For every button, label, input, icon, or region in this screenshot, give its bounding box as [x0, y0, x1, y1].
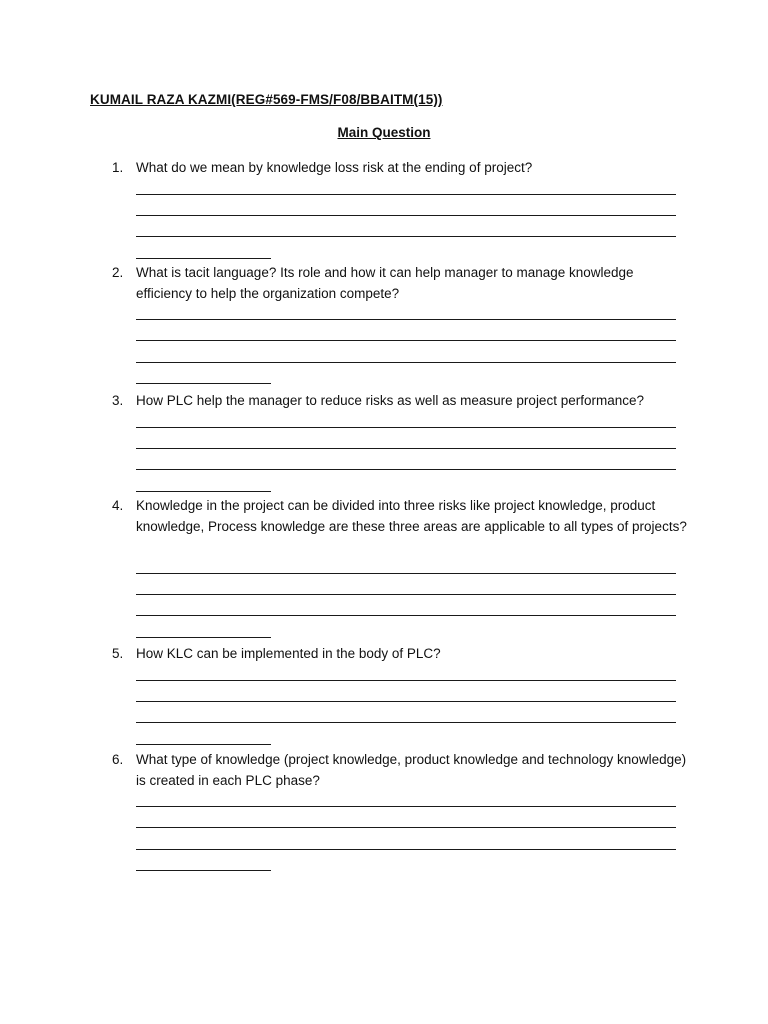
answer-line	[136, 615, 676, 616]
answer-line	[136, 827, 676, 828]
answer-line-short	[136, 870, 271, 871]
answer-line-short	[136, 383, 271, 384]
question-2	[112, 262, 692, 387]
question-5	[112, 643, 692, 748]
question-text: How KLC can be implemented in the body of PLC?	[136, 646, 441, 661]
question-number: 2.	[112, 265, 124, 280]
answer-line	[136, 573, 676, 574]
answer-line-short	[136, 637, 271, 638]
question-6	[112, 749, 692, 874]
answer-line	[136, 680, 676, 681]
answer-line	[136, 806, 676, 807]
student-header: KUMAIL RAZA KAZMI(REG#569-FMS/F08/BBAITM(15))	[90, 92, 443, 107]
question-text: What is tacit language? Its role and how it can help manager to manage knowledge efficiency to help the organization compete?	[136, 265, 634, 301]
question-number: 5.	[112, 646, 124, 661]
answer-line	[136, 427, 676, 428]
answer-line	[136, 469, 676, 470]
question-number: 4.	[112, 498, 124, 513]
question-3	[112, 390, 692, 495]
question-1	[112, 157, 692, 267]
answer-line-short	[136, 258, 271, 259]
question-text: How PLC help the manager to reduce risks as well as measure project performance?	[136, 393, 644, 408]
question-text: What do we mean by knowledge loss risk at the ending of project?	[136, 160, 533, 175]
answer-line	[136, 340, 676, 341]
answer-line	[136, 849, 676, 850]
answer-line	[136, 215, 676, 216]
answer-line	[136, 701, 676, 702]
answer-line	[136, 319, 676, 320]
answer-line	[136, 448, 676, 449]
question-text: Knowledge in the project can be divided into three risks like project knowledge, product knowledge, Process knowledge are these three areas are applicable to all types of projects?	[136, 498, 687, 534]
answer-line-short	[136, 744, 271, 745]
question-number: 3.	[112, 393, 124, 408]
question-text: What type of knowledge (project knowledge, product knowledge and technology knowledge) is created in each PLC phase?	[136, 752, 687, 788]
answer-line	[136, 722, 676, 723]
answer-line	[136, 594, 676, 595]
answer-line-short	[136, 491, 271, 492]
question-4	[112, 495, 692, 640]
question-number: 1.	[112, 160, 124, 175]
page-title: Main Question	[337, 125, 431, 140]
answer-line	[136, 194, 676, 195]
question-number: 6.	[112, 752, 124, 767]
answer-line	[136, 236, 676, 237]
answer-line	[136, 362, 676, 363]
